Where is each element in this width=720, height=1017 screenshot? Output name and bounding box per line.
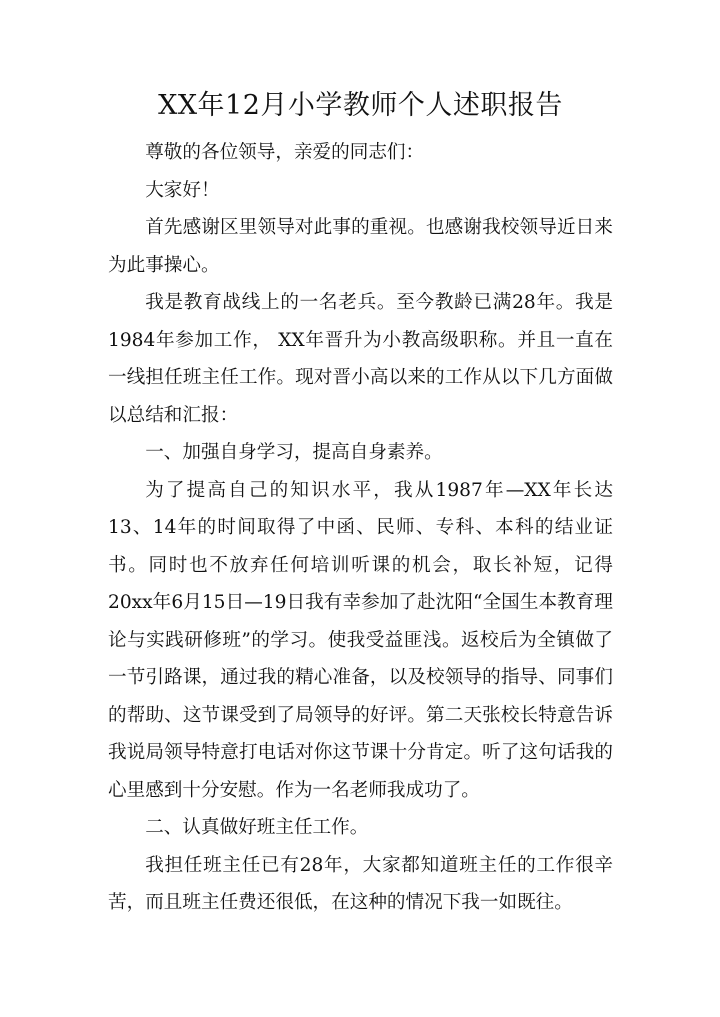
paragraph-class-teacher: 我担任班主任已有28年，大家都知道班主任的工作很辛苦，而且班主任费还很低，在这种的情况下我一如既往。 [108, 854, 613, 913]
paragraph-introduction: 我是教育战线上的一名老兵。至今教龄已满28年。我是1984年参加工作， XX年晋升为小教高级职称。并且一直在一线担任班主任工作。现对晋小高以来的工作从以下几方面做以总结和汇报： [108, 292, 613, 426]
paragraph-thanks: 首先感谢区里领导对此事的重视。也感谢我校领导近日来为此事操心。 [108, 217, 613, 276]
document-title: XX年12月小学教师个人述职报告 [158, 90, 563, 121]
paragraph-study: 为了提高自己的知识水平，我从1987年—XX年长达13、14年的时间取得了中函、民师、专科、本科的结业证书。同时也不放弃任何培训听课的机会，取长补短，记得20xx年6月15日—19日我有幸参加了赴沈阳“全国生本教育理论与实践研修班”的学习。使我受益匪浅。返校后为全镇做了一节引路课，通过我的精心准备，以及校领导的指导、同事们的帮助、这节课受到了局领导的好评。第二天张校长特意告诉我说局领导特意打电话对你这节课十分肯定。听了这句话我的心里感到十分安慰。作为一名老师我成功了。 [108, 479, 613, 801]
paragraph-salutation: 尊敬的各位领导，亲爱的同志们： [145, 142, 425, 163]
paragraph-greeting: 大家好！ [145, 179, 220, 201]
document-page [108, 84, 613, 922]
section-heading-1: 一、加强自身学习，提高自身素养。 [145, 442, 443, 463]
section-heading-2: 二、认真做好班主任工作。 [145, 817, 369, 838]
